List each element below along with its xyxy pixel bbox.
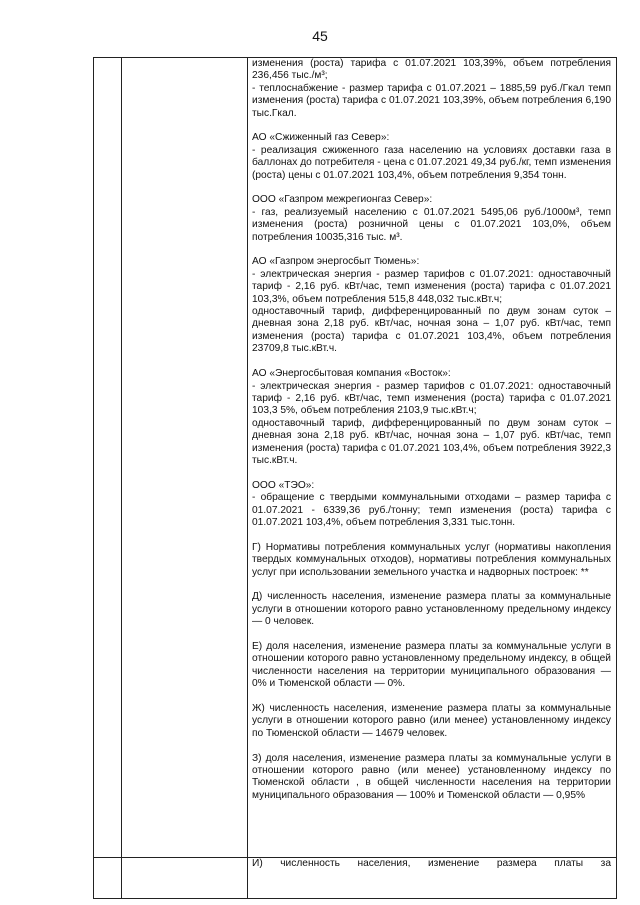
- text-line: Г) Нормативы потребления коммунальных услуг (нормативы накопления твердых коммунальных отходов), нормативы потребления коммунальных услуг при использовании земельного участка и надворных построек: **: [252, 541, 611, 578]
- indicators-table: [93, 57, 617, 899]
- page-number: 45: [312, 28, 328, 44]
- paragraph: [252, 753, 611, 803]
- text-line: АО «Газпром энергосбыт Тюмень»:: [252, 256, 420, 268]
- indicator-value-cell: [248, 58, 617, 858]
- table-row: [94, 858, 617, 899]
- text-line: - обращение с твердыми коммунальными отходами – размер тарифа с 01.07.2021 - 6339,36 руб./тонну; темп изменения (роста) тарифа с 01.07.2021 103,4%, объем потребления 3,331 тыс.тонн.: [252, 492, 611, 528]
- indicator-value-cell: [248, 858, 617, 899]
- text-line: изменения (роста) тарифа с 01.07.2021 103,39%, объем потребления 236,456 тыс./м³;: [252, 58, 611, 82]
- text-line: - электрическая энергия - размер тарифов с 01.07.2021: одноставочный тариф - 2,16 руб. кВт/час, темп изменения (роста) тарифа с 01.07.2021 103,3%, объем потребления 515,8 448,032 тыс.кВт.ч;: [252, 268, 611, 305]
- number-cell: [94, 58, 122, 858]
- paragraph: [252, 591, 611, 628]
- paragraph: [252, 641, 611, 691]
- text-line: - газ, реализуемый населению с 01.07.2021 5495,06 руб./1000м³, темп изменения (роста) розничной цены с 01.07.2021 103,0%, объем потребления 10035,316 тыс. м³.: [252, 206, 611, 243]
- paragraph: [252, 368, 611, 467]
- indicator-name-cell: [122, 858, 248, 899]
- paragraph: [252, 703, 611, 740]
- text-line: Е) доля населения, изменение размера платы за коммунальные услуги в отношении которого равно установленному предельному индексу, в общей численности населения на территории муниципального образования — 0% и Тюменской области — 0%.: [252, 640, 611, 690]
- text-line: ООО «Газпром межрегионгаз Север»:: [252, 194, 433, 206]
- paragraph: [252, 194, 611, 244]
- value-text: [252, 58, 611, 802]
- paragraph: [252, 256, 611, 355]
- text-line: ООО «ТЭО»:: [252, 479, 315, 491]
- text-line: одноставочный тариф, дифференцированный по двум зонам суток – дневная зона 2,18 руб. кВт/час, ночная зона – 1,07 руб. кВт/час, темп изменения (роста) тарифа с 01.07.2021 103,4%, объем потребления 3922,3 тыс.кВт.ч.: [252, 417, 611, 466]
- value-text-continued: [252, 858, 611, 870]
- text-line: АО «Энергосбытовая компания «Восток»:: [252, 368, 451, 380]
- indicator-name-cell: [122, 58, 248, 858]
- text-line: - электрическая энергия - размер тарифов с 01.07.2021: одноставочный тариф - 2,16 руб. кВт/час, темп изменения (роста) тарифа с 01.07.2021 103,3 5%, объем потребления 2103,9 тыс.кВт.ч;: [252, 380, 611, 417]
- text-line: И) численность населения, изменение размера платы за: [252, 858, 611, 869]
- paragraph: [252, 858, 611, 870]
- paragraph: [252, 542, 611, 579]
- paragraph: [252, 58, 611, 120]
- paragraph: [252, 480, 611, 530]
- number-cell: [94, 858, 122, 899]
- text-line: Ж) численность населения, изменение размера платы за коммунальные услуги в отношении которого равно (или менее) установленному индексу по Тюменской области — 14679 человек.: [252, 702, 611, 739]
- text-line: одноставочный тариф, дифференцированный по двум зонам суток – дневная зона 2,18 руб. кВт/час, ночная зона – 1,07 руб. кВт/час, темп изменения (роста) тарифа с 01.07.2021 103,4%, объем потребления 23709,8 тыс.кВт.ч.: [252, 306, 611, 355]
- text-line: АО «Сжиженный газ Север»:: [252, 132, 390, 144]
- paragraph: [252, 132, 611, 182]
- text-line: - теплоснабжение - размер тарифа с 01.07.2021 – 1885,59 руб./Гкал темп изменения (роста) тарифа с 01.07.2021 103,39%, объем потребления 6,190 тыс.Гкал.: [252, 82, 611, 119]
- text-line: - реализация сжиженного газа населению на условиях доставки газа в баллонах до потребителя - цена с 01.07.2021 49,34 руб./кг, темп изменения (роста) цены с 01.07.2021 103,4%, объем потребления 9,354 тонн.: [252, 144, 611, 181]
- text-line: З) доля населения, изменение размера платы за коммунальные услуги в отношении которого равно (или менее) установленному индексу по Тюменской области , в общей численности населения на территории муниципального образования — 100% и Тюменской области — 0,95%: [252, 752, 611, 801]
- table-row: [94, 58, 617, 858]
- text-line: Д) численность населения, изменение размера платы за коммунальные услуги в отношении которого равно установленному предельному индексу — 0 человек.: [252, 591, 611, 628]
